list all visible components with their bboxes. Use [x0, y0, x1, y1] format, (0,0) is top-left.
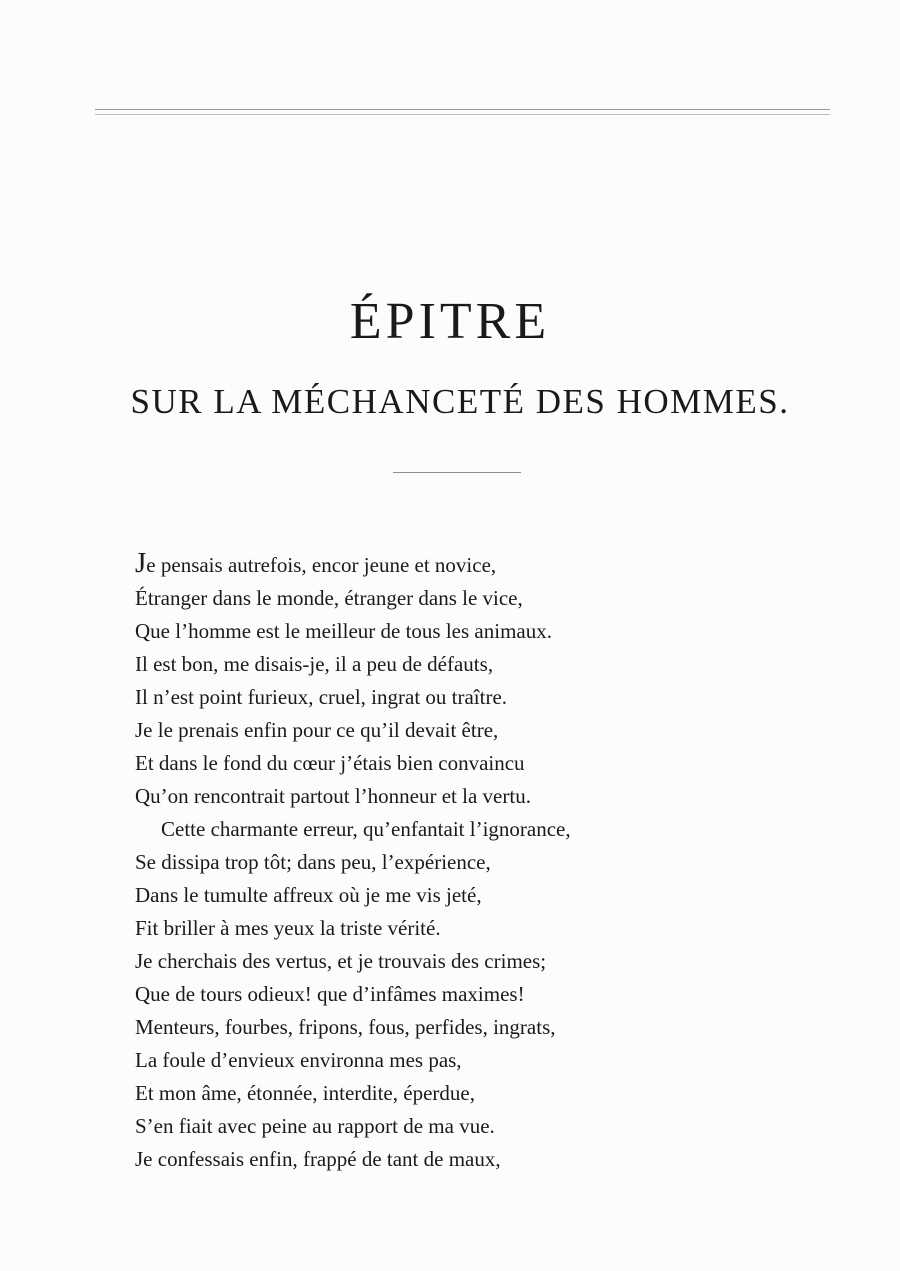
poem-line [135, 549, 855, 582]
poem-line: Menteurs, fourbes, fripons, fous, perfides, ingrats, [135, 1015, 556, 1039]
poem-line: Je cherchais des vertus, et je trouvais des crimes; [135, 949, 547, 973]
poem-line: Fit briller à mes yeux la triste vérité. [135, 916, 441, 940]
poem-line: Qu’on rencontrait partout l’honneur et la vertu. [135, 784, 531, 808]
drop-cap-initial: J [135, 547, 147, 579]
poem-line: Je confessais enfin, frappé de tant de maux, [135, 1147, 501, 1171]
poem-line-indented: Cette charmante erreur, qu’enfantait l’ignorance, [161, 817, 571, 841]
poem-line: Il n’est point furieux, cruel, ingrat ou traître. [135, 685, 508, 709]
poem-line: Je le prenais enfin pour ce qu’il devait être, [135, 718, 499, 742]
top-rule-divider [95, 109, 830, 115]
poem-line-text: e pensais autrefois, encor jeune et novice, [146, 553, 497, 577]
poem-line: Et mon âme, étonnée, interdite, éperdue, [135, 1081, 475, 1105]
poem-line: Il est bon, me disais-je, il a peu de défauts, [135, 652, 494, 676]
poem-line: Et dans le fond du cœur j’étais bien convaincu [135, 751, 525, 775]
poem-body [135, 549, 855, 1176]
page-subtitle: SUR LA MÉCHANCETÉ DES HOMMES. [130, 382, 790, 421]
page-title: ÉPITRE [349, 293, 551, 350]
poem-line: La foule d’envieux environna mes pas, [135, 1048, 462, 1072]
poem-line: S’en fiait avec peine au rapport de ma vue. [135, 1114, 495, 1138]
poem-line: Que l’homme est le meilleur de tous les animaux. [135, 619, 552, 643]
poem-line: Se dissipa trop tôt; dans peu, l’expérience, [135, 850, 491, 874]
poem-line: Que de tours odieux! que d’infâmes maximes! [135, 982, 525, 1006]
title-divider [393, 472, 521, 473]
poem-line: Étranger dans le monde, étranger dans le vice, [135, 586, 523, 610]
poem-line: Dans le tumulte affreux où je me vis jeté, [135, 883, 482, 907]
